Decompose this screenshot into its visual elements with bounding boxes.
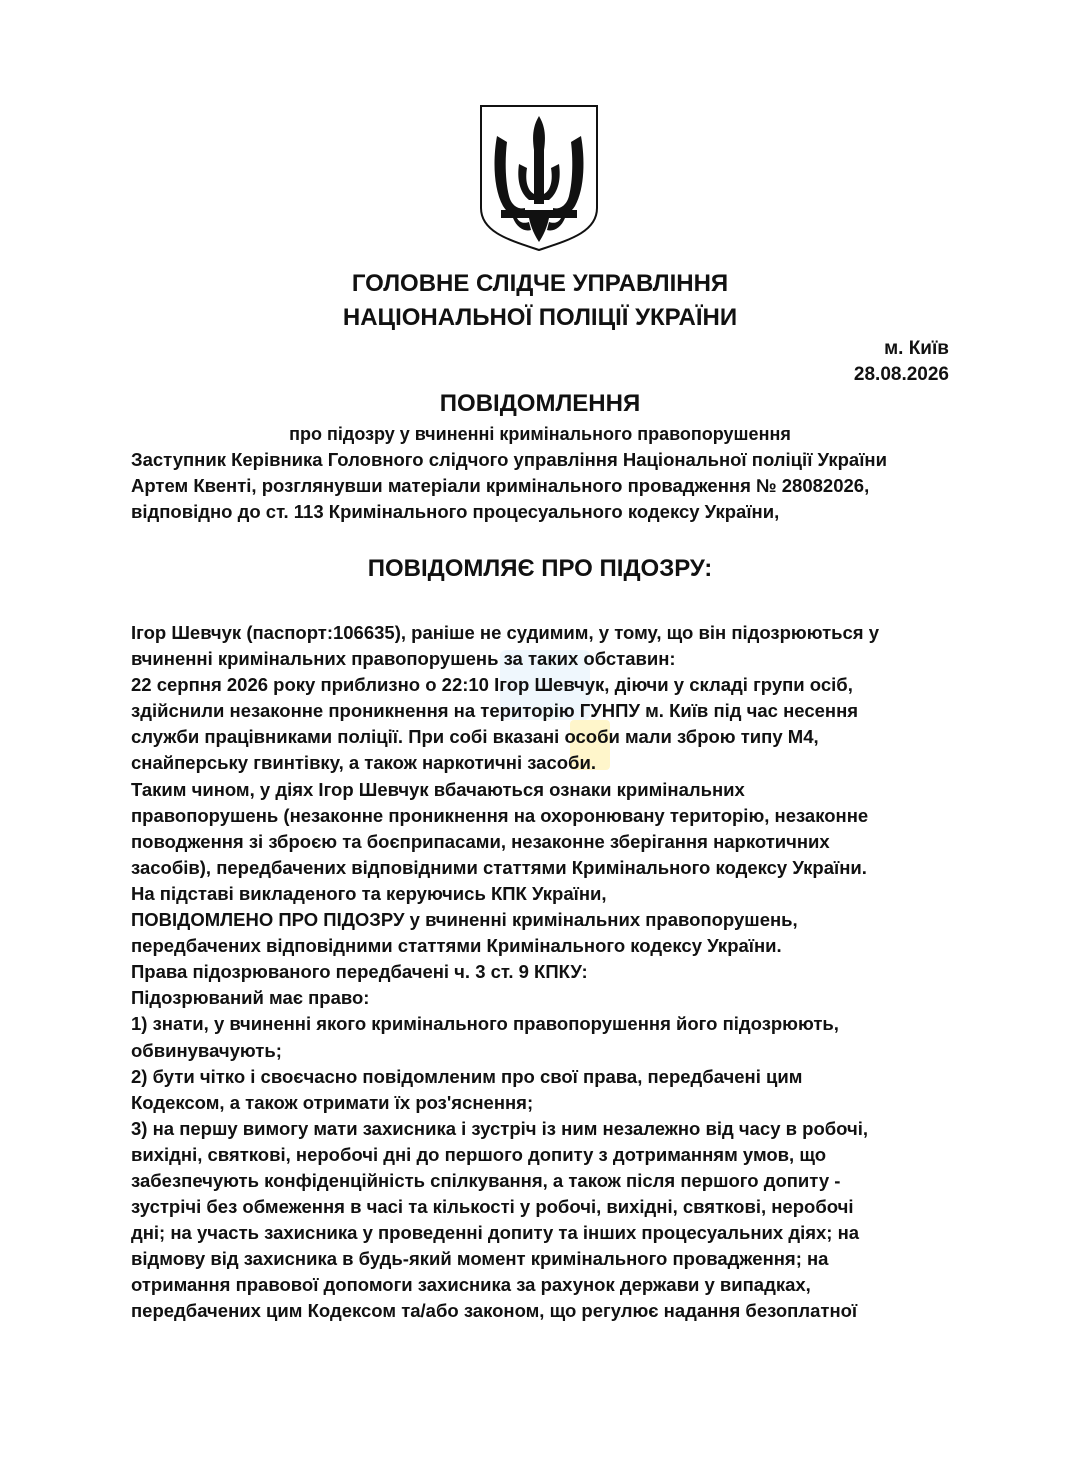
document-body bbox=[131, 620, 951, 1325]
body-line: отримання правової допомоги захисника за рахунок держави у випадках, bbox=[131, 1274, 811, 1296]
body-line: здійснили незаконне проникнення на територію ГУНПУ м. Київ під час несення bbox=[131, 700, 859, 722]
body-line: обвинувачують; bbox=[131, 1039, 282, 1061]
body-line: 22 серпня 2026 року приблизно о 22:10 Ігор Шевчук, діючи у складі групи осіб, bbox=[131, 674, 853, 696]
document-subtitle: про підозру у вчиненні кримінального правопорушення bbox=[289, 424, 791, 444]
intro-line: Артем Квенті, розглянувши матеріали кримінального провадження № 28082026, bbox=[131, 475, 870, 496]
body-line: Таким чином, у діях Ігор Шевчук вбачаються ознаки кримінальних bbox=[131, 778, 745, 800]
org-title-line-2: НАЦІОНАЛЬНОЇ ПОЛІЦІЇ УКРАЇНИ bbox=[342, 304, 738, 331]
body-line: вчиненні кримінальних правопорушень за таких обставин: bbox=[131, 648, 676, 670]
body-line: Ігор Шевчук (паспорт:106635), раніше не судимим, у тому, що він підозрюються у bbox=[131, 622, 880, 643]
intro-line: Заступник Керівника Головного слідчого управління Національної поліції України bbox=[131, 449, 887, 470]
document-city: м. Київ bbox=[884, 338, 949, 359]
intro-line: відповідно до ст. 113 Кримінального процесуального кодексу України, bbox=[131, 501, 780, 522]
body-line: правопорушень (незаконне проникнення на охоронювану територію, незаконне bbox=[131, 804, 869, 826]
body-line: Підозрюваний має право: bbox=[131, 987, 370, 1009]
body-line: служби працівниками поліції. При собі вказані особи мали зброю типу М4, bbox=[131, 726, 819, 748]
document-title: ПОВІДОМЛЕННЯ bbox=[439, 390, 641, 417]
body-line: 2) бути чітко і своєчасно повідомленим про свої права, передбачені цим bbox=[131, 1065, 803, 1087]
body-line: зустрічі без обмеження в часі та кількості у робочі, вихідні, святкові, неробочі bbox=[131, 1196, 854, 1218]
body-line: 1) знати, у вчиненні якого кримінального правопорушення його підозрюють, bbox=[131, 1013, 839, 1035]
document-date: 28.08.2026 bbox=[853, 364, 949, 385]
body-line: вихідні, святкові, неробочі дні до першого допиту з дотриманням умов, що bbox=[131, 1143, 827, 1165]
body-line: 3) на першу вимогу мати захисника і зустріч із ним незалежно від часу в робочі, bbox=[131, 1117, 869, 1139]
body-line: забезпечують конфіденційність спілкування, а також після першого допиту - bbox=[131, 1169, 841, 1191]
trident-emblem-icon bbox=[479, 104, 599, 252]
body-line: відмову від захисника в будь-який момент кримінального провадження; на bbox=[131, 1248, 829, 1270]
intro-paragraph bbox=[131, 447, 961, 525]
body-line: дні; на участь захисника у проведенні допиту та інших процесуальних діях; на bbox=[131, 1222, 860, 1244]
body-line: поводження зі зброєю та боєприпасами, незаконне зберігання наркотичних bbox=[131, 830, 830, 852]
body-line: передбачених відповідними статтями Кримінального кодексу України. bbox=[131, 935, 782, 957]
body-line: передбачених цим Кодексом та/або законом, що регулює надання безоплатної bbox=[131, 1300, 858, 1322]
body-line: засобів), передбачених відповідними статтями Кримінального кодексу України. bbox=[131, 856, 867, 878]
body-line: снайперську гвинтівку, а також наркотичні засоби. bbox=[131, 752, 596, 774]
org-title-line-1: ГОЛОВНЕ СЛІДЧЕ УПРАВЛІННЯ bbox=[351, 270, 729, 297]
announcement-heading: ПОВІДОМЛЯЄ ПРО ПІДОЗРУ: bbox=[367, 555, 713, 582]
body-line: Права підозрюваного передбачені ч. 3 ст. 9 КПКУ: bbox=[131, 961, 588, 983]
body-line: ПОВІДОМЛЕНО ПРО ПІДОЗРУ у вчиненні кримінальних правопорушень, bbox=[131, 909, 798, 931]
body-line: Кодексом, а також отримати їх роз'яснення; bbox=[131, 1091, 534, 1113]
body-line: На підставі викладеного та керуючись КПК України, bbox=[131, 882, 607, 904]
